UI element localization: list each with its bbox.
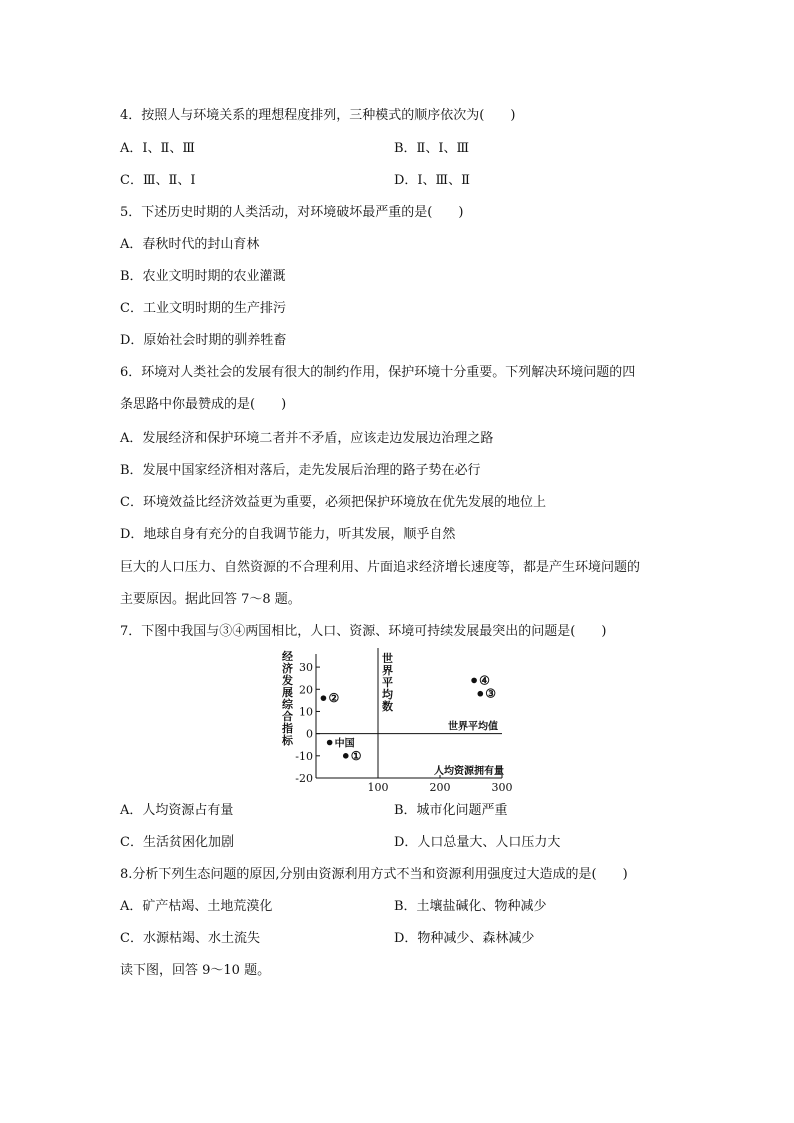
y-tick-label: 20 xyxy=(299,683,313,697)
q5-option-d: D．原始社会时期的驯养牲畜 xyxy=(120,333,287,348)
q6-option-b: B．发展中国家经济相对落后，走先发展后治理的路子势在必行 xyxy=(120,463,481,478)
data-point-label: ③ xyxy=(485,686,497,701)
data-point-label: ① xyxy=(350,748,362,763)
q5-stem: 5．下述历史时期的人类活动，对环境破坏最严重的是( ) xyxy=(120,205,464,220)
q7-option-c: C．生活贫困化加剧 xyxy=(120,835,234,850)
data-points xyxy=(321,673,497,762)
y-tick-label: -10 xyxy=(295,749,313,763)
y-label-char: 标 xyxy=(282,734,293,747)
data-point-label: 中国 xyxy=(334,738,355,750)
q5-option-a: A．春秋时代的封山育林 xyxy=(120,237,260,252)
q6-option-a: A．发展经济和保护环境二者并不矛盾，应该走边发展边治理之路 xyxy=(120,431,494,446)
intro-9-10: 读下图，回答 9～10 题。 xyxy=(120,963,271,978)
y-label-char: 展 xyxy=(282,686,293,699)
resource-development-chart xyxy=(278,648,518,794)
world-average-y-label: 世界平均值 xyxy=(448,721,498,733)
world-average-lines xyxy=(316,648,504,778)
q7-option-b: B．城市化问题严重 xyxy=(394,803,508,818)
q7-option-d: D．人口总量大、人口压力大 xyxy=(394,835,561,850)
y-label-char: 济 xyxy=(282,662,293,675)
y-label-char: 发 xyxy=(282,674,293,687)
data-point-label: ② xyxy=(328,691,340,706)
y-label-char: 指 xyxy=(282,722,293,735)
q4-option-c: C．Ⅲ、Ⅱ、Ⅰ xyxy=(120,173,196,188)
q6-option-c: C．环境效益比经济效益更为重要，必须把保护环境放在优先发展的地位上 xyxy=(120,495,546,510)
q5-option-c: C．工业文明时期的生产排污 xyxy=(120,301,286,316)
y-tick-label: 10 xyxy=(299,705,313,719)
x-tick-label: 100 xyxy=(367,781,389,794)
q7-option-a: A．人均资源占有量 xyxy=(120,803,234,818)
q4-option-d: D．Ⅰ、Ⅲ、Ⅱ xyxy=(394,173,470,188)
data-point xyxy=(321,695,327,701)
world-average-x-label-char: 平 xyxy=(382,676,393,689)
data-point xyxy=(478,691,484,697)
y-label-char: 经 xyxy=(282,650,293,663)
q4-option-a: A．Ⅰ、Ⅱ、Ⅲ xyxy=(120,141,195,156)
q4-option-b: B．Ⅱ、Ⅰ、Ⅲ xyxy=(394,141,470,156)
y-label-char: 综 xyxy=(282,698,293,711)
world-average-x-label-char: 世 xyxy=(382,652,393,665)
q8-option-a: A．矿产枯竭、土地荒漠化 xyxy=(120,899,273,914)
q7-stem: 7．下图中我国与③④两国相比，人口、资源、环境可持续发展最突出的问题是( ) xyxy=(120,624,607,639)
q8-option-b: B．土壤盐碱化、物种减少 xyxy=(394,899,547,914)
intro-7-8-line1: 巨大的人口压力、自然资源的不合理利用、片面追求经济增长速度等，都是产生环境问题的 xyxy=(120,560,641,575)
y-tick-label: -20 xyxy=(295,772,313,785)
intro-7-8-line2: 主要原因。据此回答 7～8 题。 xyxy=(120,592,301,607)
q6-option-d: D．地球自身有充分的自我调节能力，听其发展，顺乎自然 xyxy=(120,527,456,542)
chart-axes xyxy=(316,654,502,778)
y-axis-label xyxy=(281,649,294,747)
q6-stem-line1: 6．环境对人类社会的发展有很大的制约作用，保护环境十分重要。下列解决环境问题的四 xyxy=(120,365,636,380)
q5-option-b: B．农业文明时期的农业灌溉 xyxy=(120,269,286,284)
x-axis-label: 人均资源拥有量 xyxy=(434,766,504,777)
q6-stem-line2: 条思路中你最赞成的是( ) xyxy=(120,397,287,412)
data-point xyxy=(327,740,333,746)
x-tick-label: 300 xyxy=(491,781,513,794)
y-label-char: 合 xyxy=(282,710,293,723)
y-tick-label: 30 xyxy=(299,661,313,675)
q8-option-d: D．物种减少、森林减少 xyxy=(394,931,535,946)
y-tick-label: 0 xyxy=(306,727,313,741)
data-point xyxy=(343,753,349,759)
data-point-label: ④ xyxy=(479,673,490,688)
data-point xyxy=(471,678,477,684)
q4-stem: 4．按照人与环境关系的理想程度排列，三种模式的顺序依次为( ) xyxy=(120,108,516,123)
world-average-x-label-char: 界 xyxy=(382,664,393,677)
x-tick-label: 200 xyxy=(429,781,451,794)
q8-option-c: C．水源枯竭、水土流失 xyxy=(120,931,260,946)
world-average-x-label-char: 均 xyxy=(382,688,393,701)
world-average-x-label-char: 数 xyxy=(382,700,393,713)
q8-stem: 8.分析下列生态问题的原因,分别由资源利用方式不当和资源利用强度过大造成的是( ) xyxy=(120,867,628,882)
